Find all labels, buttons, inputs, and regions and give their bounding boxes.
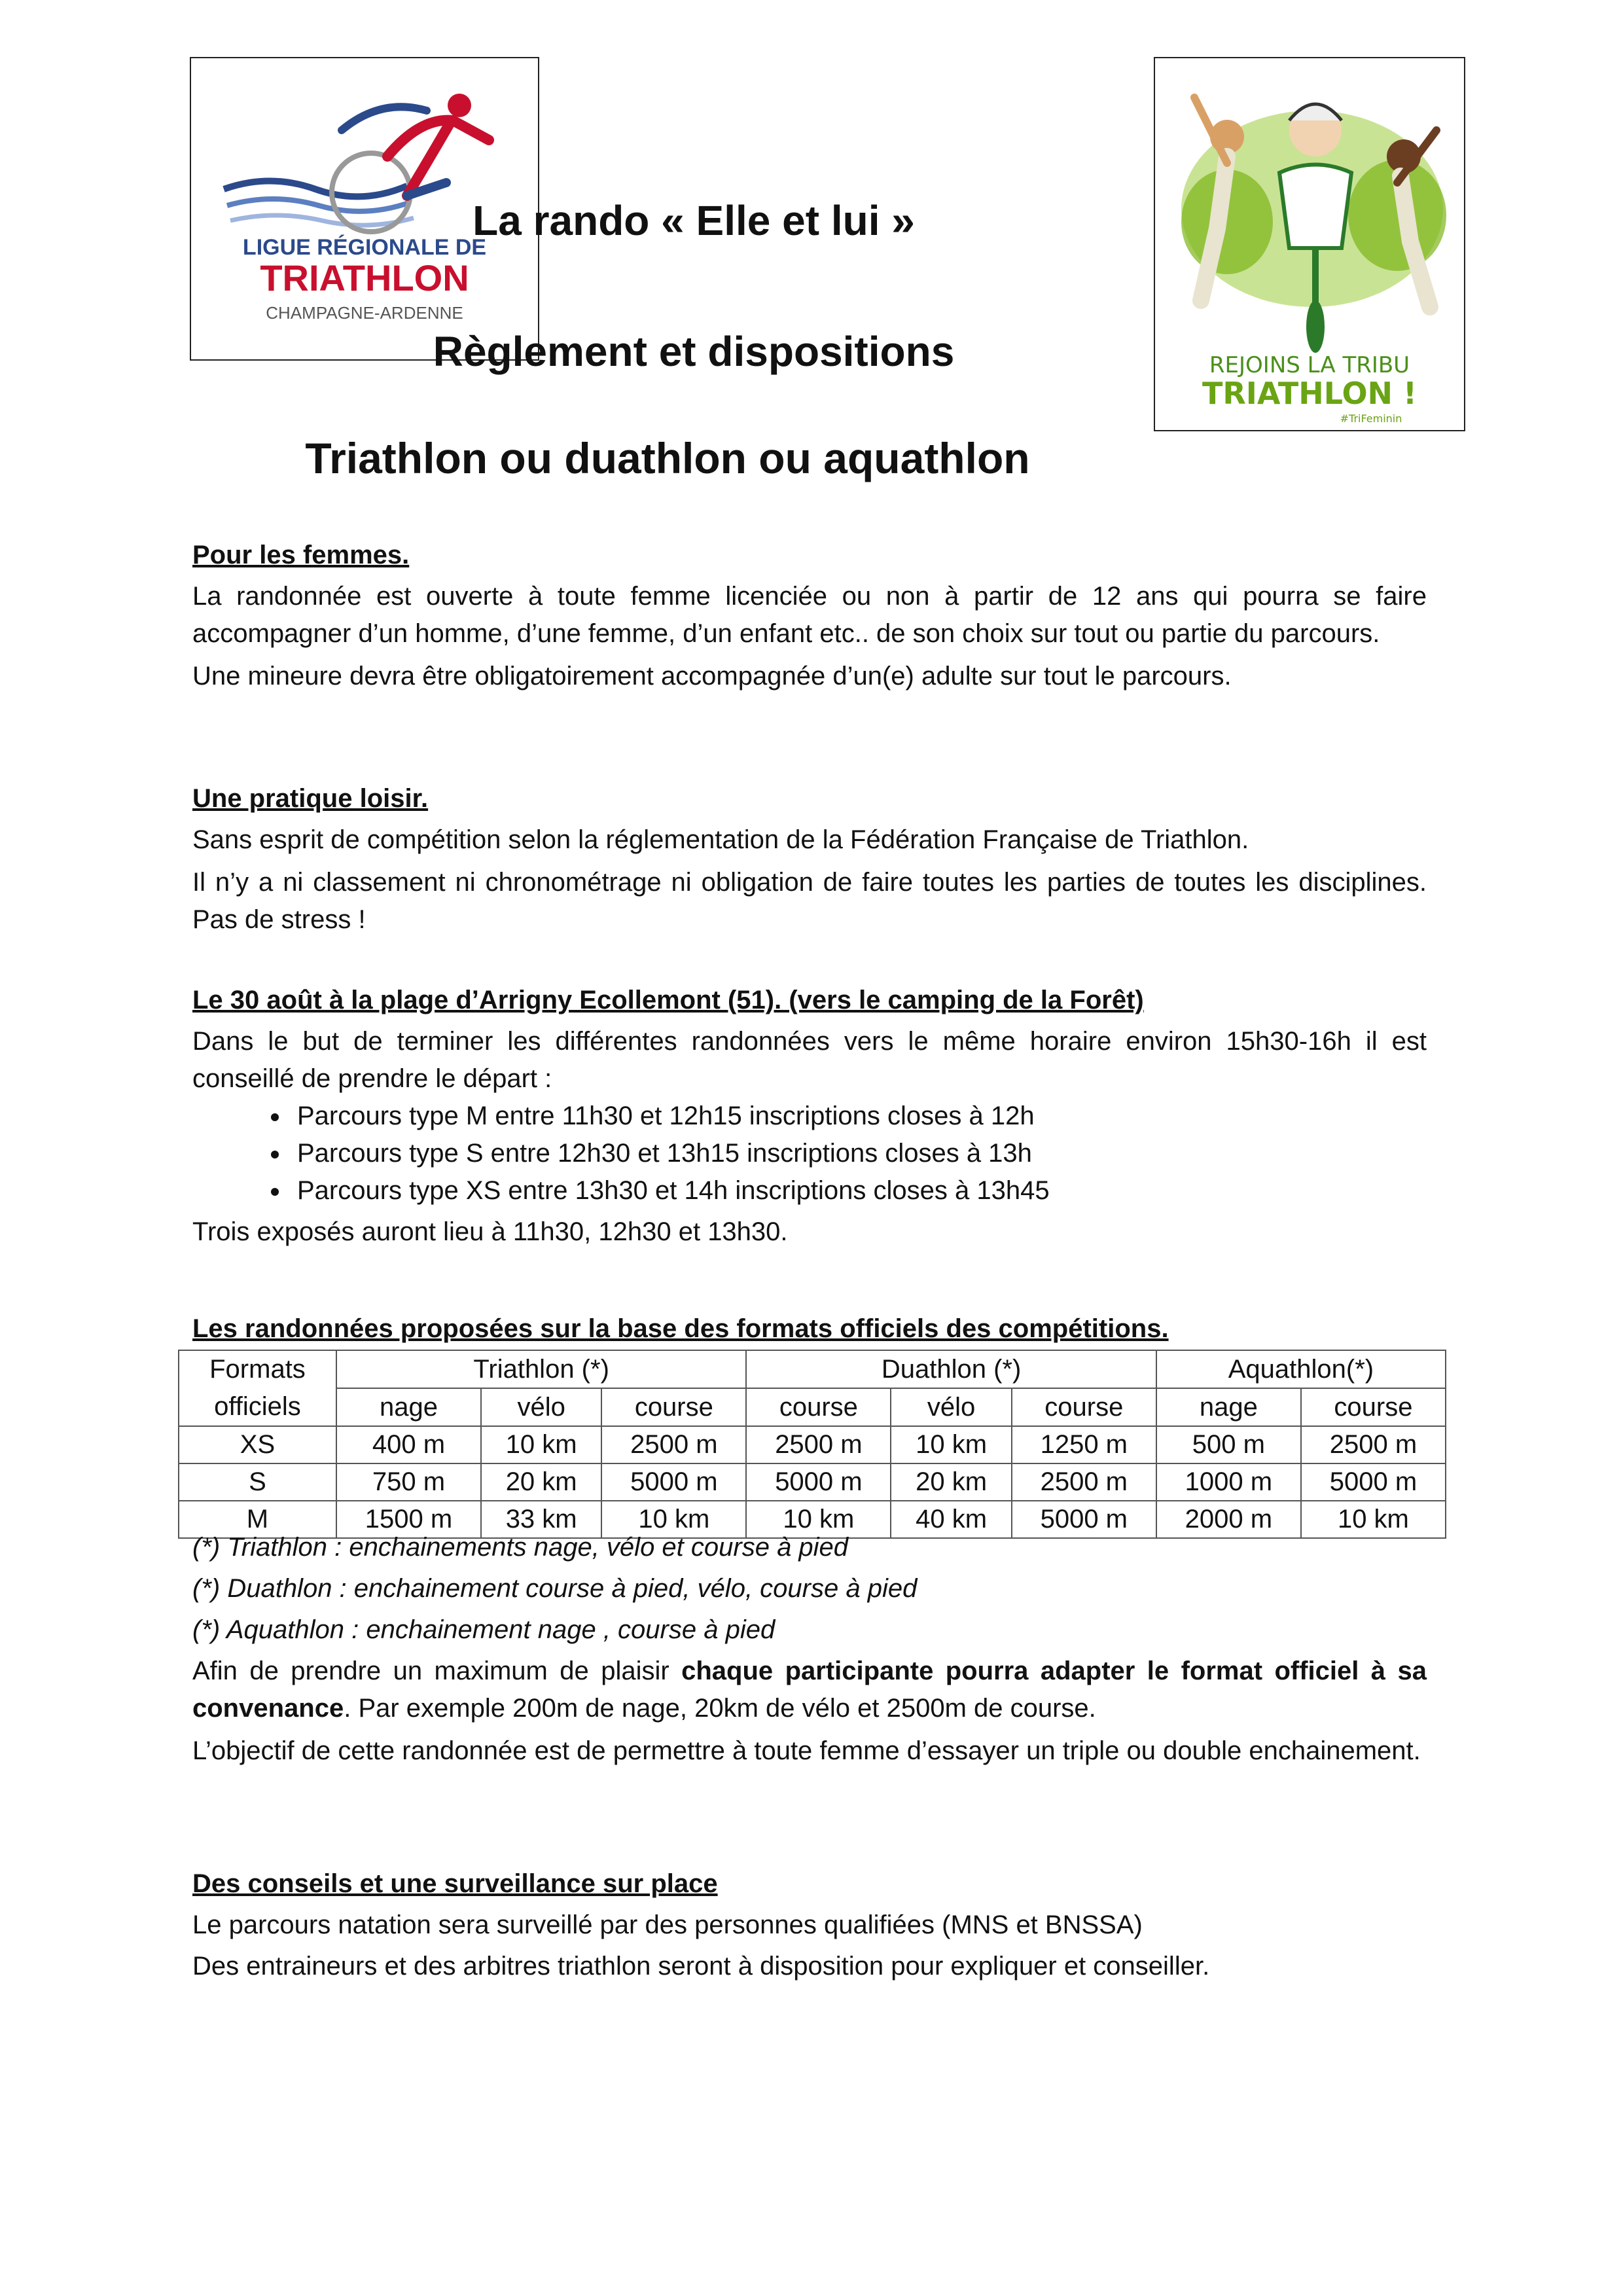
table-subheader: course [601,1388,746,1426]
table-row [179,1463,1446,1501]
table-subheader: nage [1156,1388,1301,1426]
section-femmes [192,537,1427,695]
table-cell: 2500 m [1301,1426,1446,1463]
table-cell: 2000 m [1156,1501,1301,1538]
section-conseils-title: Des conseils et une surveillance sur place [192,1869,718,1898]
section-date-title: Le 30 août à la plage d’Arrigny Ecollemont (51). (vers le camping de la Forêt) [192,986,1144,1014]
table-group-header: Triathlon (*) [336,1350,746,1388]
adapt-post: . Par exemple 200m de nage, 20km de vélo et 2500m de course. [344,1694,1096,1723]
table-row [179,1426,1446,1463]
doc-subtitle-disciplines: Triathlon ou duathlon ou aquathlon [305,434,1030,482]
objective-paragraph: L’objectif de cette randonnée est de permettre à toute femme d’essayer un triple ou double enchainement. [192,1736,1421,1765]
table-cell: 40 km [891,1501,1011,1538]
table-row-label: S [179,1463,336,1501]
table-cell: 500 m [1156,1426,1301,1463]
table-cell: 1000 m [1156,1463,1301,1501]
table-cell: 400 m [336,1426,481,1463]
section-femmes-title: Pour les femmes. [192,541,410,569]
tribu-logo-line3: #TriFeminin [1340,412,1402,425]
section-conseils [192,1865,1427,1985]
section-formats [192,1310,1427,1348]
adapt-paragraph [192,1653,1427,1727]
adapt-bold: chaque participante pourra adapter le format officiel à sa convenance [192,1657,1427,1723]
table-cell: 10 km [891,1426,1011,1463]
note-aquathlon: (*) Aquathlon : enchainement nage , course à pied [192,1615,776,1644]
table-cell: 1250 m [1012,1426,1156,1463]
table-corner-line1: Formats [209,1355,306,1384]
table-cell: 5000 m [746,1463,891,1501]
section-loisir-title: Une pratique loisir. [192,784,429,813]
section-formats-title: Les randonnées proposées sur la base des formats officiels des compétitions. [192,1314,1169,1343]
section-femmes-p2: Une mineure devra être obligatoirement accompagnée d’un(e) adulte sur tout le parcours. [192,662,1232,691]
table-cell: 5000 m [1301,1463,1446,1501]
section-loisir-p1: Sans esprit de compétition selon la réglementation de la Fédération Française de Triathlon. [192,825,1249,854]
section-date-p1: Dans le but de terminer les différentes randonnées vers le même horaire environ 15h30-16h il est conseillé de prendre le départ : [192,1027,1427,1093]
table-cell: 1500 m [336,1501,481,1538]
table-cell: 20 km [481,1463,601,1501]
table-corner-line2: officiels [214,1392,301,1421]
table-corner-cell [179,1350,336,1426]
section-formats-notes [192,1529,1427,1770]
table-cell: 10 km [481,1426,601,1463]
doc-subtitle: Règlement et dispositions [433,328,955,375]
list-item: • Parcours type S entre 12h30 et 13h15 inscriptions closes à 13h [291,1135,1427,1172]
doc-title: La rando « Elle et lui » [473,197,915,244]
note-triathlon: (*) Triathlon : enchainements nage, vélo et course à pied [192,1533,849,1562]
section-femmes-p1: La randonnée est ouverte à toute femme licenciée ou non à partir de 12 ans qui pourra se faire accompagner d’un homme, d’une femme, d’un enfant etc.. de son choix sur tout ou partie du parcours. [192,582,1427,648]
ligue-logo-line3: CHAMPAGNE-ARDENNE [266,303,463,323]
formats-table [178,1350,1446,1539]
table-cell: 2500 m [746,1426,891,1463]
table-cell: 5000 m [601,1463,746,1501]
table-cell: 33 km [481,1501,601,1538]
section-loisir [192,780,1427,939]
ligue-logo-line2: TRIATHLON [260,257,469,298]
section-conseils-p2: Des entraineurs et des arbitres triathlon seront à disposition pour expliquer et conseiller. [192,1952,1210,1981]
table-group-header: Aquathlon(*) [1156,1350,1446,1388]
table-cell: 20 km [891,1463,1011,1501]
table-cell: 5000 m [1012,1501,1156,1538]
section-conseils-p1: Le parcours natation sera surveillé par des personnes qualifiées (MNS et BNSSA) [192,1910,1143,1939]
table-subheader: course [1012,1388,1156,1426]
section-date [192,982,1427,1251]
adapt-pre: Afin de prendre un maximum de plaisir [192,1657,682,1685]
schedule-list [192,1098,1427,1210]
table-row-label: M [179,1501,336,1538]
note-duathlon: (*) Duathlon : enchainement course à pied, vélo, course à pied [192,1574,918,1603]
table-row-label: XS [179,1426,336,1463]
table-subheader: vélo [481,1388,601,1426]
table-subheader: course [746,1388,891,1426]
table-subheader: vélo [891,1388,1011,1426]
table-cell: 2500 m [601,1426,746,1463]
table-subheader: nage [336,1388,481,1426]
list-item: • Parcours type M entre 11h30 et 12h15 inscriptions closes à 12h [291,1098,1427,1135]
section-loisir-p2: Il n’y a ni classement ni chronométrage ni obligation de faire toutes les parties de toutes les disciplines. Pas de stress ! [192,868,1427,934]
ligue-logo-line1: LIGUE RÉGIONALE DE [242,235,487,260]
table-cell: 750 m [336,1463,481,1501]
tribu-logo-line1: REJOINS LA TRIBU [1209,352,1410,378]
table-header-row [179,1350,1446,1388]
table-subheader: course [1301,1388,1446,1426]
tribu-logo-line2: TRIATHLON ! [1202,376,1418,411]
table-cell: 10 km [1301,1501,1446,1538]
table-cell: 2500 m [1012,1463,1156,1501]
table-subheader-row [179,1388,1446,1426]
list-item: • Parcours type XS entre 13h30 et 14h inscriptions closes à 13h45 [291,1172,1427,1210]
table-cell: 10 km [601,1501,746,1538]
table-group-header: Duathlon (*) [746,1350,1156,1388]
table-cell: 10 km [746,1501,891,1538]
section-date-p2: Trois exposés auront lieu à 11h30, 12h30 et 13h30. [192,1217,788,1246]
